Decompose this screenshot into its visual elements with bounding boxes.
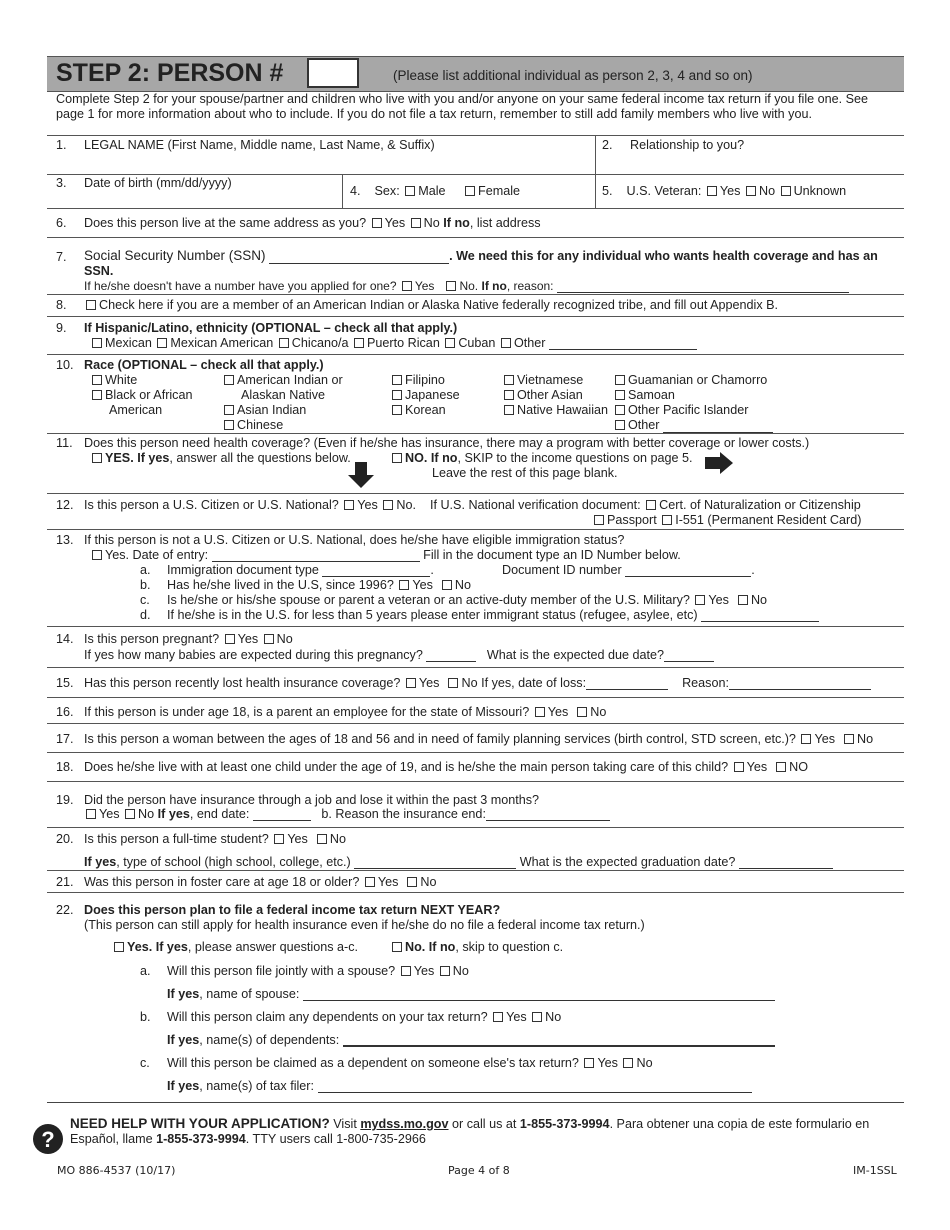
- mydss-link[interactable]: mydss.mo.gov: [360, 1117, 449, 1131]
- q13-letter-b: b.: [140, 578, 151, 592]
- family-planning-yes-checkbox[interactable]: [801, 734, 811, 744]
- school-type-field[interactable]: [354, 857, 516, 869]
- vietnamese-checkbox[interactable]: [504, 375, 514, 385]
- end-date-field[interactable]: [253, 809, 311, 821]
- same-address-yes-checkbox[interactable]: [372, 218, 382, 228]
- citizen-yes-checkbox[interactable]: [344, 500, 354, 510]
- step-title: STEP 2: PERSON #: [56, 59, 284, 87]
- applied-yes-checkbox[interactable]: [402, 281, 412, 291]
- entry-date-field[interactable]: [212, 550, 420, 562]
- q20-question: Is this person a full-time student? Yes No: [84, 832, 346, 846]
- q22a: Will this person file jointly with a spouse? Yes No: [167, 964, 469, 978]
- job-insurance-yes-checkbox[interactable]: [86, 809, 96, 819]
- korean-checkbox[interactable]: [392, 405, 402, 415]
- student-no-checkbox[interactable]: [317, 834, 327, 844]
- q22b-dependents: If yes, name(s) of dependents:: [167, 1033, 775, 1047]
- q13-letter-d: d.: [140, 608, 151, 622]
- dependents-names-field[interactable]: [343, 1034, 775, 1047]
- file-tax-no-checkbox[interactable]: [392, 942, 402, 952]
- due-date-field[interactable]: [664, 650, 714, 662]
- coverage-no-checkbox[interactable]: [392, 453, 402, 463]
- q13-number: 13.: [56, 533, 74, 547]
- q16-question: If this person is under age 18, is a parent an employee for the state of Missouri? Yes No: [84, 705, 607, 719]
- applied-no-checkbox[interactable]: [446, 281, 456, 291]
- other-hispanic-field[interactable]: [549, 338, 697, 350]
- q13c: Is he/she or his/she spouse or parent a veteran or an active-duty member of the U.S. Military? Yes No: [167, 593, 768, 607]
- q17-number: 17.: [56, 732, 74, 746]
- pregnant-yes-checkbox[interactable]: [225, 634, 235, 644]
- q13-letter-c: c.: [140, 593, 150, 607]
- cuban-checkbox[interactable]: [445, 338, 455, 348]
- q3-label: Date of birth (mm/dd/yyyy): [84, 176, 232, 190]
- help-text: NEED HELP WITH YOUR APPLICATION? Visit mydss.mo.gov or call us at 1-855-373-9994. Para obtener una copia de este formulario en Español, llame 1-855-373-9994. TTY users call 1-800-735-2966: [70, 1116, 870, 1146]
- missouri-employee-yes-checkbox[interactable]: [535, 707, 545, 717]
- graduation-date-field[interactable]: [739, 857, 833, 869]
- veteran-yes-checkbox[interactable]: [707, 186, 717, 196]
- q13b: Has he/she lived in the U.S, since 1996? Yes No: [167, 578, 471, 592]
- foster-yes-checkbox[interactable]: [365, 877, 375, 887]
- q1-label: LEGAL NAME (First Name, Middle name, Last Name, & Suffix): [84, 138, 435, 152]
- lost-coverage-yes-checkbox[interactable]: [406, 678, 416, 688]
- q9-title: If Hispanic/Latino, ethnicity (OPTIONAL – check all that apply.): [84, 321, 458, 335]
- q19-question: Did the person have insurance through a job and lose it within the past 3 months?: [84, 793, 540, 807]
- immigration-yes-checkbox[interactable]: [92, 550, 102, 560]
- q13-yes: Yes. Date of entry: Fill in the document type an ID Number below.: [90, 548, 681, 562]
- q18-question: Does he/she live with at least one child under the age of 19, and is he/she the main person taking care of this child? Yes NO: [84, 760, 809, 774]
- q14-question: Is this person pregnant? Yes No: [84, 632, 293, 646]
- insurance-end-reason-field[interactable]: [486, 809, 610, 821]
- q14-line2: If yes how many babies are expected during this pregnancy? What is the expected due date?: [84, 648, 714, 662]
- page-number: Page 4 of 8: [448, 1164, 510, 1177]
- tribe-checkbox[interactable]: [86, 300, 96, 310]
- q7-applied: If he/she doesn't have a number have you applied for one? Yes No. If no, reason:: [84, 279, 849, 293]
- immigration-doc-type-field[interactable]: [322, 565, 430, 577]
- pregnant-no-checkbox[interactable]: [264, 634, 274, 644]
- q11-no: NO. If no, SKIP to the income questions on page 5.: [390, 451, 692, 465]
- military-yes-checkbox[interactable]: [695, 595, 705, 605]
- other-hispanic-checkbox[interactable]: [501, 338, 511, 348]
- q19-number: 19.: [56, 793, 74, 807]
- other-pacific-checkbox[interactable]: [615, 405, 625, 415]
- native-hawaiian-checkbox[interactable]: [504, 405, 514, 415]
- claim-dependents-no-checkbox[interactable]: [532, 1012, 542, 1022]
- q22c: Will this person be claimed as a dependent on someone else's tax return? Yes No: [167, 1056, 653, 1070]
- q11-yes: YES. If yes, answer all the questions below.: [90, 451, 351, 465]
- mexican-american-checkbox[interactable]: [157, 338, 167, 348]
- caretaker-yes-checkbox[interactable]: [734, 762, 744, 772]
- veteran-no-checkbox[interactable]: [746, 186, 756, 196]
- q22b: Will this person claim any dependents on your tax return? Yes No: [167, 1010, 562, 1024]
- race-col2: American Indian or Alaskan Native Asian Indian Chinese: [222, 373, 343, 433]
- guamanian-checkbox[interactable]: [615, 375, 625, 385]
- i551-checkbox[interactable]: [662, 515, 672, 525]
- babies-count-field[interactable]: [426, 650, 476, 662]
- foster-no-checkbox[interactable]: [407, 877, 417, 887]
- q6-question: Does this person live at the same address as you? Yes No If no, list address: [84, 216, 541, 230]
- veteran-unknown-checkbox[interactable]: [781, 186, 791, 196]
- samoan-checkbox[interactable]: [615, 390, 625, 400]
- q22-letter-b: b.: [140, 1010, 151, 1024]
- race-col1: White Black or African American: [90, 373, 193, 418]
- q20-line2: If yes, type of school (high school, college, etc.) What is the expected graduation date?: [84, 855, 833, 869]
- citizen-no-checkbox[interactable]: [383, 500, 393, 510]
- loss-date-field[interactable]: [586, 678, 668, 690]
- claim-dependents-yes-checkbox[interactable]: [493, 1012, 503, 1022]
- chinese-checkbox[interactable]: [224, 420, 234, 430]
- down-arrow-icon: [348, 462, 374, 488]
- since-1996-yes-checkbox[interactable]: [399, 580, 409, 590]
- doc-id-field[interactable]: [625, 565, 751, 577]
- intro-text: Complete Step 2 for your spouse/partner and children who live with you and/or anyone on your same federal income tax return if you file one. See page 1 for more information about who to include. If you do not file a tax return, remember to still add family members who live with you.: [56, 92, 869, 121]
- missouri-employee-no-checkbox[interactable]: [577, 707, 587, 717]
- q7-question: Social Security Number (SSN) . We need this for any individual who wants health coverage and has an SSN.: [84, 248, 878, 278]
- relationship-field[interactable]: [600, 152, 900, 172]
- other-race-checkbox[interactable]: [615, 420, 625, 430]
- female-checkbox[interactable]: [465, 186, 475, 196]
- q2-label: Relationship to you?: [630, 138, 745, 152]
- help-icon: [32, 1123, 64, 1155]
- job-insurance-no-checkbox[interactable]: [125, 809, 135, 819]
- q8-number: 8.: [56, 298, 67, 312]
- puerto-rican-checkbox[interactable]: [354, 338, 364, 348]
- asian-indian-checkbox[interactable]: [224, 405, 234, 415]
- q11-number: 11.: [56, 436, 73, 450]
- dob-field[interactable]: [80, 190, 335, 206]
- q13-question: If this person is not a U.S. Citizen or U.S. National, does he/she have eligible immigration status?: [84, 533, 625, 547]
- claimed-dependent-no-checkbox[interactable]: [623, 1058, 633, 1068]
- q13a-id: Document ID number .: [502, 563, 755, 577]
- race-col3: Filipino Japanese Korean: [390, 373, 460, 418]
- q15-number: 15.: [56, 676, 74, 690]
- q15-question: Has this person recently lost health insurance coverage? Yes No If yes, date of loss: Reason:: [84, 676, 871, 690]
- file-jointly-yes-checkbox[interactable]: [401, 966, 411, 976]
- file-jointly-no-checkbox[interactable]: [440, 966, 450, 976]
- q7-number: 7.: [56, 250, 67, 264]
- q8-question: Check here if you are a member of an American Indian or Alaska Native federally recognized tribe, and fill out Appendix B.: [84, 298, 778, 312]
- person-number-box[interactable]: [307, 58, 359, 88]
- q22-number: 22.: [56, 903, 74, 917]
- q6-number: 6.: [56, 216, 67, 230]
- q22c-filer: If yes, name(s) of tax filer:: [167, 1079, 752, 1093]
- lost-coverage-no-checkbox[interactable]: [448, 678, 458, 688]
- tax-filer-names-field[interactable]: [318, 1081, 752, 1093]
- white-checkbox[interactable]: [92, 375, 102, 385]
- q22-yes: Yes. If yes, please answer questions a-c.: [112, 940, 358, 954]
- q17-question: Is this person a woman between the ages of 18 and 56 and in need of family planning services (birth control, STD screen, etc.)? Yes No: [84, 732, 874, 746]
- student-yes-checkbox[interactable]: [274, 834, 284, 844]
- immigrant-status-field[interactable]: [701, 610, 819, 622]
- male-checkbox[interactable]: [405, 186, 415, 196]
- q14-number: 14.: [56, 632, 74, 646]
- q21-number: 21.: [56, 875, 74, 889]
- race-col5: Guamanian or Chamorro Samoan Other Pacific Islander Other: [613, 373, 773, 433]
- other-race-field[interactable]: [663, 421, 773, 433]
- q22-letter-c: c.: [140, 1056, 150, 1070]
- q13d: If he/she is in the U.S. for less than 5 years please enter immigrant status (refugee, asylee, etc): [167, 608, 819, 622]
- race-col4: Vietnamese Other Asian Native Hawaiian: [502, 373, 608, 418]
- american-indian-checkbox[interactable]: [224, 375, 234, 385]
- claimed-dependent-yes-checkbox[interactable]: [584, 1058, 594, 1068]
- other-asian-checkbox[interactable]: [504, 390, 514, 400]
- filipino-checkbox[interactable]: [392, 375, 402, 385]
- q11-question: Does this person need health coverage? (Even if he/she has insurance, there may a program with better coverage or lower costs.): [84, 436, 810, 450]
- q22-letter-a: a.: [140, 964, 151, 978]
- form-id: MO 886-4537 (10/17): [57, 1164, 176, 1177]
- q2-number: 2.: [602, 138, 613, 152]
- caretaker-no-checkbox[interactable]: [776, 762, 786, 772]
- q11-no-line2: Leave the rest of this page blank.: [432, 466, 618, 480]
- q4-sex: 4. Sex: Male Female: [350, 184, 521, 198]
- q1-number: 1.: [56, 138, 67, 152]
- same-address-no-checkbox[interactable]: [411, 218, 421, 228]
- q22-title: Does this person plan to file a federal income tax return NEXT YEAR?: [84, 903, 501, 917]
- spouse-name-field[interactable]: [303, 989, 775, 1001]
- japanese-checkbox[interactable]: [392, 390, 402, 400]
- form-code: IM-1SSL: [853, 1164, 897, 1177]
- ssn-reason-field[interactable]: [557, 281, 849, 293]
- q9-options: Mexican Mexican American Chicano/a Puerto Rican Cuban Other: [90, 336, 697, 350]
- military-no-checkbox[interactable]: [738, 595, 748, 605]
- family-planning-no-checkbox[interactable]: [844, 734, 854, 744]
- q12-number: 12.: [56, 498, 74, 512]
- q22-subtitle: (This person can still apply for health insurance even if he/she do no file a federal income tax return.): [84, 918, 645, 932]
- q18-number: 18.: [56, 760, 74, 774]
- q22-no: No. If no, skip to question c.: [390, 940, 563, 954]
- q22a-spouse: If yes, name of spouse:: [167, 987, 775, 1001]
- q12-question: Is this person a U.S. Citizen or U.S. National? Yes No. If U.S. National verification document: Cert. of Naturalization or Citizenship: [84, 498, 861, 512]
- black-checkbox[interactable]: [92, 390, 102, 400]
- q13a: Immigration document type .: [167, 563, 434, 577]
- legal-name-field[interactable]: [80, 152, 590, 172]
- q10-title: Race (OPTIONAL – check all that apply.): [84, 358, 324, 372]
- q12-docs-row2: Passport I-551 (Permanent Resident Card): [592, 513, 861, 527]
- ssn-field[interactable]: [269, 252, 449, 264]
- file-tax-yes-checkbox[interactable]: [114, 942, 124, 952]
- q10-number: 10.: [56, 358, 74, 372]
- q20-number: 20.: [56, 832, 74, 846]
- naturalization-checkbox[interactable]: [646, 500, 656, 510]
- q5-veteran: 5. U.S. Veteran: Yes No Unknown: [602, 184, 847, 198]
- mexican-checkbox[interactable]: [92, 338, 102, 348]
- q21-question: Was this person in foster care at age 18 or older? Yes No: [84, 875, 437, 889]
- svg-text:?: ?: [41, 1127, 55, 1152]
- since-1996-no-checkbox[interactable]: [442, 580, 452, 590]
- loss-reason-field[interactable]: [729, 678, 871, 690]
- step-header-bar: [47, 56, 904, 92]
- q16-number: 16.: [56, 705, 74, 719]
- q19-line2: Yes No If yes, end date: b. Reason the insurance end:: [84, 807, 610, 821]
- right-arrow-icon: [705, 452, 733, 474]
- q9-number: 9.: [56, 321, 67, 335]
- step-note: (Please list additional individual as person 2, 3, 4 and so on): [393, 68, 753, 83]
- q3-number: 3.: [56, 176, 67, 190]
- chicano-checkbox[interactable]: [279, 338, 289, 348]
- passport-checkbox[interactable]: [594, 515, 604, 525]
- coverage-yes-checkbox[interactable]: [92, 453, 102, 463]
- q13-letter-a: a.: [140, 563, 151, 577]
